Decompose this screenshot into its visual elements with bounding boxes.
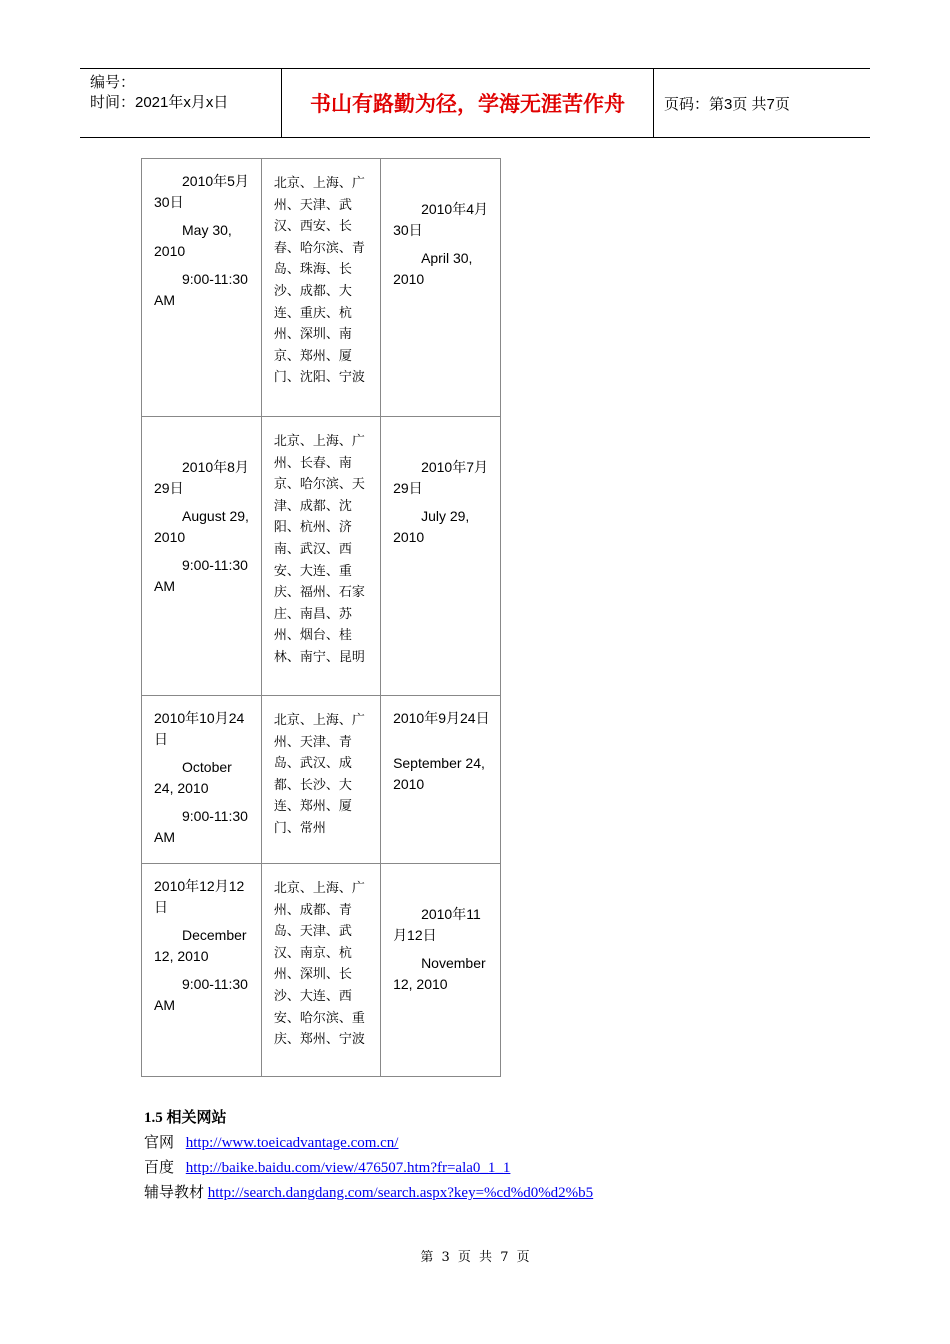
header-meta bbox=[80, 69, 282, 137]
cities-cell: 北京、上海、广州、天津、武汉、西安、长春、哈尔滨、青岛、珠海、长沙、成都、大连、重庆、杭州、深圳、南京、郑州、厦门、沈阳、宁波 bbox=[261, 159, 380, 417]
textbook-link[interactable]: http://search.dangdang.com/search.aspx?key=%cd%d0%d2%b5 bbox=[207, 1185, 594, 1201]
test-time: 9:00-11:30 AM bbox=[154, 808, 248, 845]
baidu-link[interactable]: http://baike.baidu.com/view/476507.htm?fr=ala0_1_1 bbox=[185, 1160, 511, 1176]
link-label: 官网 bbox=[144, 1135, 175, 1151]
link-label: 百度 bbox=[144, 1160, 175, 1176]
test-date-cell bbox=[142, 417, 262, 696]
header-id-label: 编号： bbox=[90, 74, 136, 91]
official-site-link[interactable]: http://www.toeicadvantage.com.cn/ bbox=[185, 1135, 399, 1151]
cities-cell: 北京、上海、广州、长春、南京、哈尔滨、天津、成都、沈阳、杭州、济南、武汉、西安、大连、重庆、福州、石家庄、南昌、苏州、烟台、桂林、南宁、昆明 bbox=[261, 417, 380, 696]
header-page-label: 页码：第3页 共7页 bbox=[664, 95, 790, 113]
deadline-cell bbox=[381, 159, 501, 417]
section-title: 1.5 相关网站 bbox=[144, 1110, 227, 1126]
test-time: 9:00-11:30 AM bbox=[154, 976, 248, 1013]
table-row bbox=[142, 864, 501, 1077]
link-row bbox=[144, 1156, 593, 1181]
test-time: 9:00-11:30 AM bbox=[154, 271, 248, 308]
deadline-en: July 29, 2010 bbox=[393, 508, 470, 545]
test-date-cell bbox=[142, 864, 262, 1077]
header-time-label: 时间：2021年x月x日 bbox=[90, 94, 229, 111]
cities-cell: 北京、上海、广州、成都、青岛、天津、武汉、南京、杭州、深圳、长沙、大连、西安、哈尔滨、重庆、郑州、宁波 bbox=[261, 864, 380, 1077]
deadline-en: September 24, 2010 bbox=[393, 755, 485, 792]
page-footer: 第 3 页 共 7 页 bbox=[420, 1250, 530, 1265]
test-date-cn: 2010年10月24日 bbox=[154, 710, 245, 747]
test-time: 9:00-11:30 AM bbox=[154, 557, 248, 594]
table-row bbox=[142, 696, 501, 864]
header-motto: 书山有路勤为径，学海无涯苦作舟 bbox=[282, 69, 654, 137]
deadline-cn: 2010年7月29日 bbox=[393, 459, 488, 496]
deadline-en: April 30, 2010 bbox=[393, 250, 473, 287]
test-date-cell bbox=[142, 696, 262, 864]
test-date-cn: 2010年8月29日 bbox=[154, 459, 249, 496]
deadline-cell bbox=[381, 864, 501, 1077]
test-date-en: December 12, 2010 bbox=[154, 927, 247, 964]
deadline-en: November 12, 2010 bbox=[393, 955, 486, 992]
related-websites-section bbox=[144, 1106, 593, 1206]
table-row bbox=[142, 417, 501, 696]
table-row bbox=[142, 159, 501, 417]
link-label: 辅导教材 bbox=[144, 1185, 205, 1201]
test-date-en: May 30, 2010 bbox=[154, 222, 232, 259]
page-header bbox=[80, 68, 870, 138]
test-date-cn: 2010年12月12日 bbox=[154, 878, 245, 915]
test-date-cell bbox=[142, 159, 262, 417]
test-date-en: October 24, 2010 bbox=[154, 759, 232, 796]
test-date-en: August 29, 2010 bbox=[154, 508, 249, 545]
link-row bbox=[144, 1181, 593, 1206]
deadline-cell bbox=[381, 696, 501, 864]
test-date-cn: 2010年5月30日 bbox=[154, 173, 249, 210]
deadline-cn: 2010年4月30日 bbox=[393, 201, 488, 238]
cities-cell: 北京、上海、广州、天津、青岛、武汉、成都、长沙、大连、郑州、厦门、常州 bbox=[261, 696, 380, 864]
deadline-cn: 2010年9月24日 bbox=[393, 710, 490, 726]
link-row bbox=[144, 1131, 593, 1156]
exam-schedule-table bbox=[141, 158, 501, 1077]
deadline-cell bbox=[381, 417, 501, 696]
deadline-cn: 2010年11月12日 bbox=[393, 906, 481, 943]
